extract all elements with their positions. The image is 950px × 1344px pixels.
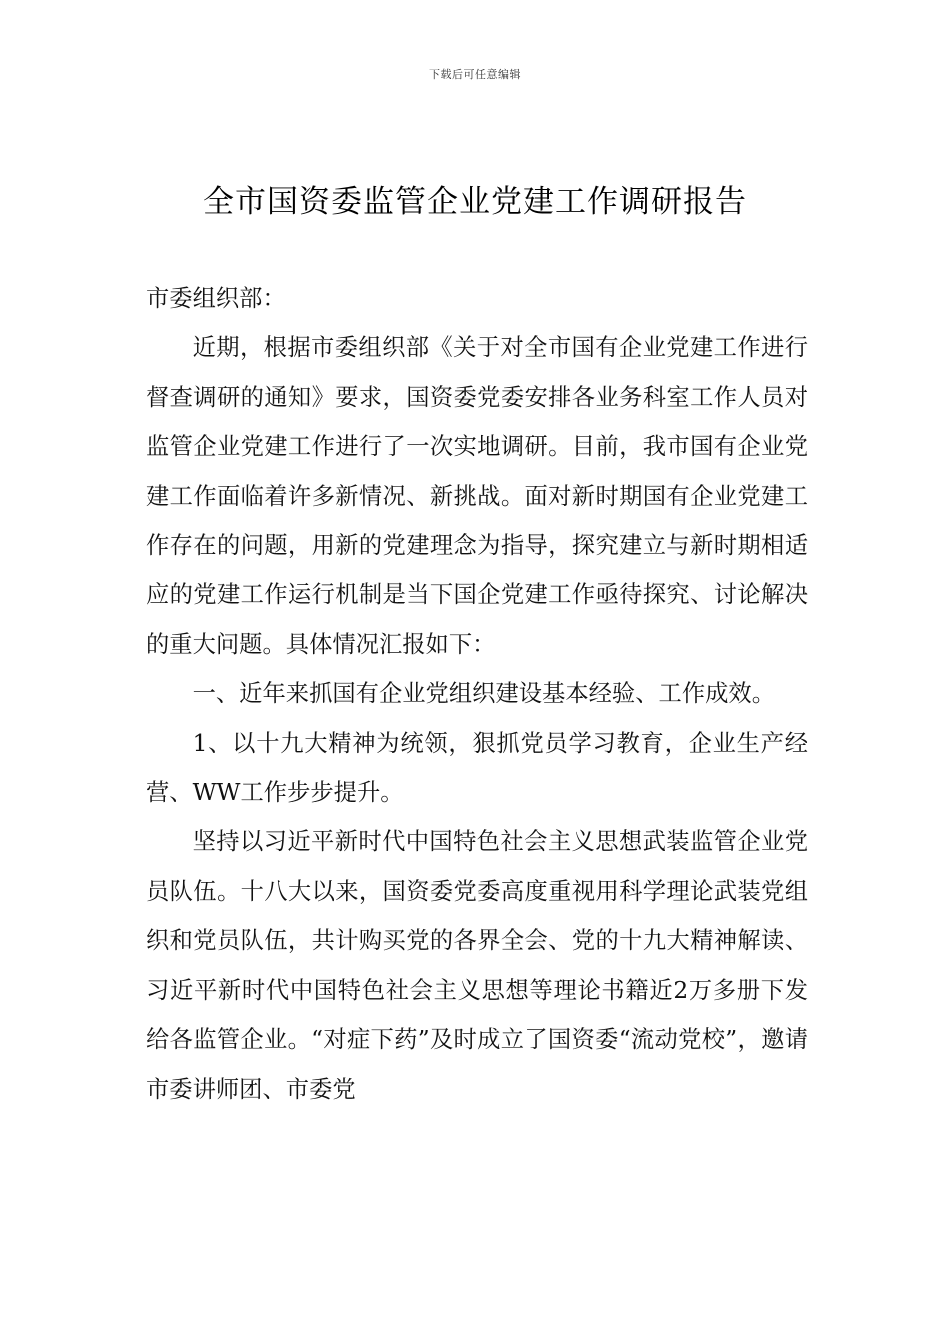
section-heading-one: 一、近年来抓国有企业党组织建设基本经验、工作成效。	[192, 680, 776, 708]
document-title: 全市国资委监管企业党建工作调研报告	[203, 184, 747, 220]
paragraph-study: 坚持以习近平新时代中国特色社会主义思想武装监管企业党员队伍。十八大以来，国资委党委高度重视用科学理论武装党组织和党员队伍，共计购买党的各界全会、党的十九大精神解读、习近平新时代中国特色社会主义思想等理论书籍近2万多册下发给各监管企业。“对症下药”及时成立了国资委“流动党校”，邀请市委讲师团、市委党	[146, 828, 808, 1103]
header-note: 下载后可任意编辑	[429, 68, 521, 81]
subsection-heading-one: 1、以十九大精神为统领，狠抓党员学习教育，企业生产经营、WW工作步步提升。	[146, 729, 808, 807]
salutation: 市委组织部：	[146, 285, 286, 312]
document-body	[146, 274, 808, 1114]
paragraph-intro: 近期，根据市委组织部《关于对全市国有企业党建工作进行督查调研的通知》要求，国资委党委安排各业务科室工作人员对监管企业党建工作进行了一次实地调研。目前，我市国有企业党建工作面临着许多新情况、新挑战。面对新时期国有企业党建工作存在的问题，用新的党建理念为指导，探究建立与新时期相适应的党建工作运行机制是当下国企党建工作亟待探究、讨论解决的重大问题。具体情况汇报如下：	[146, 334, 808, 658]
